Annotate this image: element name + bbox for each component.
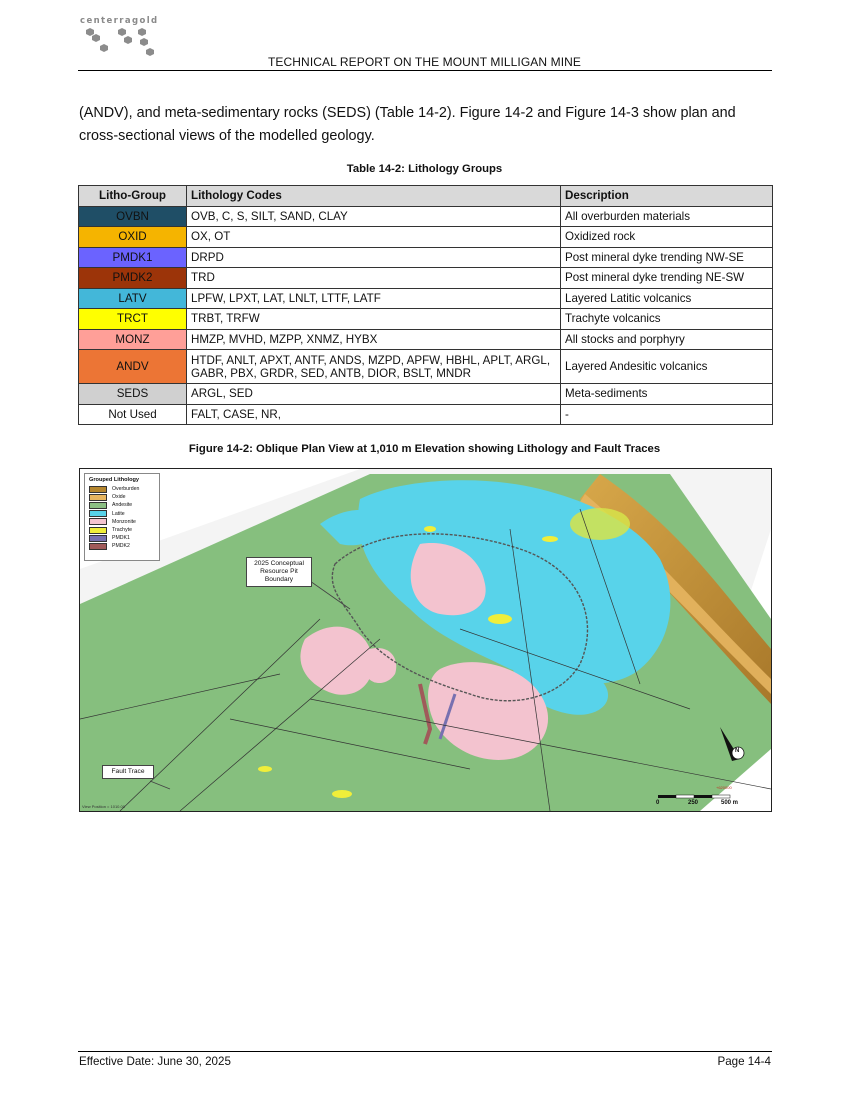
legend-label: Overburden (112, 486, 140, 493)
scale-label-250: 250 (688, 800, 699, 806)
header-title: TECHNICAL REPORT ON THE MOUNT MILLIGAN MINE (267, 55, 581, 69)
lithology-codes-cell: HTDF, ANLT, APXT, ANTF, ANDS, MZPD, APFW, HBHL, APLT, ARGL, GABR, PBX, GRDR, SED, ANTB, DIOR, BSLT, MNDR (187, 350, 561, 384)
footer-rule (78, 1051, 772, 1052)
table-row (79, 288, 773, 309)
geology-plan-view-figure (79, 468, 772, 812)
figure-caption: Figure 14-2: Oblique Plan View at 1,010 m Elevation showing Lithology and Fault Traces (188, 443, 661, 455)
legend-item (89, 518, 155, 526)
table-row (79, 227, 773, 248)
litho-group-cell: LATV (79, 288, 187, 309)
table-row (79, 384, 773, 405)
legend-swatch (89, 535, 107, 542)
legend-swatch (89, 510, 107, 517)
legend-title: Grouped Lithology (89, 477, 140, 483)
litho-group-cell: PMDK1 (79, 247, 187, 268)
lithology-codes-cell: OVB, C, S, SILT, SAND, CLAY (187, 206, 561, 227)
table-row (79, 268, 773, 289)
legend-item (89, 510, 155, 518)
legend-label: Trachyte (112, 527, 132, 534)
description-cell: Post mineral dyke trending NW-SE (561, 247, 773, 268)
lithology-codes-cell: FALT, CASE, NR, (187, 404, 561, 425)
scale-bar-icon (658, 795, 730, 798)
description-cell: Layered Andesitic volcanics (561, 350, 773, 384)
legend-label: Oxide (112, 494, 126, 501)
geology-map-image (80, 469, 771, 811)
description-cell: All stocks and porphyry (561, 329, 773, 350)
litho-group-cell: SEDS (79, 384, 187, 405)
legend-label: Andesite (112, 502, 133, 509)
legend-rows (89, 485, 155, 551)
map-legend (84, 473, 160, 561)
lithology-codes-cell: ARGL, SED (187, 384, 561, 405)
fault-trace-callout: Fault Trace (102, 765, 154, 779)
legend-item (89, 526, 155, 534)
lithology-codes-cell: TRD (187, 268, 561, 289)
lithology-codes-cell: TRBT, TRFW (187, 309, 561, 330)
table-row (79, 404, 773, 425)
table-caption: Table 14-2: Lithology Groups (346, 163, 503, 175)
legend-label: Monzonite (112, 518, 136, 525)
table-row (79, 309, 773, 330)
table-header-row (79, 186, 773, 207)
lithology-codes-cell: HMZP, MVHD, MZPP, XNMZ, HYBX (187, 329, 561, 350)
scale-label-500: 500 m (721, 800, 739, 806)
scale-label-0: 0 (656, 800, 660, 806)
legend-label: PMDK1 (112, 535, 130, 542)
pit-boundary-callout: 2025 Conceptual Resource Pit Boundary (246, 557, 312, 587)
lithology-table (78, 185, 773, 425)
legend-swatch (89, 494, 107, 501)
description-cell: Layered Latitic volcanics (561, 288, 773, 309)
page-number: Page 14-4 (717, 1055, 771, 1068)
litho-group-cell: OXID (79, 227, 187, 248)
header-rule (78, 70, 772, 71)
description-cell: - (561, 404, 773, 425)
logo-wordmark: centerragold (80, 16, 159, 26)
legend-label: PMDK2 (112, 543, 130, 550)
description-cell: All overburden materials (561, 206, 773, 227)
header-description: Description (561, 186, 773, 207)
lithology-codes-cell: DRPD (187, 247, 561, 268)
description-cell: Oxidized rock (561, 227, 773, 248)
body-paragraph: (ANDV), and meta-sedimentary rocks (SEDS) (Table 14-2). Figure 14-2 and Figure 14-3 show plan and cross-sectional views of the modelled geology. (79, 105, 736, 144)
legend-swatch (89, 502, 107, 509)
description-cell: Post mineral dyke trending NE-SW (561, 268, 773, 289)
table-row (79, 247, 773, 268)
legend-swatch (89, 527, 107, 534)
litho-group-cell: PMDK2 (79, 268, 187, 289)
header-litho-group: Litho-Group (79, 186, 187, 207)
north-label: N (735, 748, 740, 754)
effective-date: Effective Date: June 30, 2025 (79, 1055, 231, 1068)
litho-group-cell: Not Used (79, 404, 187, 425)
header-lithology-codes: Lithology Codes (187, 186, 561, 207)
legend-item (89, 534, 155, 542)
legend-item (89, 542, 155, 550)
litho-group-cell: ANDV (79, 350, 187, 384)
description-cell: Trachyte volcanics (561, 309, 773, 330)
table-row (79, 350, 773, 384)
legend-item (89, 493, 155, 501)
litho-group-cell: TRCT (79, 309, 187, 330)
coordinate-label: +620000 (716, 785, 732, 790)
legend-swatch (89, 543, 107, 550)
legend-item (89, 485, 155, 493)
description-cell: Meta-sediments (561, 384, 773, 405)
legend-item (89, 501, 155, 509)
table-row (79, 206, 773, 227)
litho-group-cell: MONZ (79, 329, 187, 350)
lithology-codes-cell: OX, OT (187, 227, 561, 248)
view-position-label: View Position = 1010.00 (82, 804, 125, 809)
legend-label: Latite (112, 510, 125, 517)
table-row (79, 329, 773, 350)
litho-group-cell: OVBN (79, 206, 187, 227)
legend-swatch (89, 518, 107, 525)
lithology-codes-cell: LPFW, LPXT, LAT, LNLT, LTTF, LATF (187, 288, 561, 309)
legend-swatch (89, 486, 107, 493)
